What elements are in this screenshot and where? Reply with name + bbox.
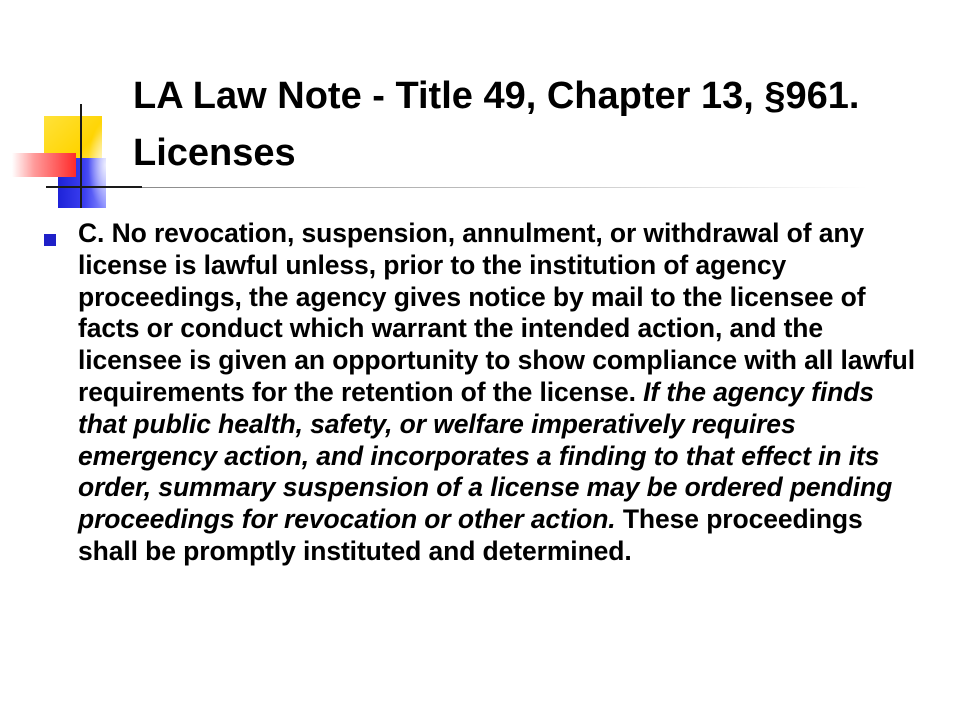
bullet-text-italic: If the agency finds that public health, safety, or welfare imperatively requires emergency action, and incorporates a finding to that effect in its order, summary suspension of a license may be ordered pending proceedings for revocation or other action. bbox=[78, 376, 893, 535]
title-underline bbox=[142, 187, 868, 188]
bullet-text-part-1: C. No revocation, suspension, annulment, or withdrawal of any license is lawful unless, prior to the institution of agency proceedings, the agency gives notice by mail to the licensee of facts or conduct which warrant the intended action, and the licensee is given an opportunity to show compliance with all lawful requirements for the retention of the license. bbox=[78, 218, 916, 407]
decor-glow bbox=[88, 120, 124, 210]
square-bullet-icon bbox=[44, 234, 56, 246]
bullet-text-part-2: These proceedings shall be promptly instituted and determined. bbox=[78, 504, 863, 566]
bullet-list bbox=[44, 218, 919, 568]
bullet-text bbox=[78, 218, 919, 568]
decor-horizontal-line bbox=[46, 186, 142, 188]
decor-red-bar bbox=[12, 153, 76, 177]
decor-vertical-line bbox=[80, 104, 82, 208]
slide-title-line-1: LA Law Note - Title 49, Chapter 13, §961. bbox=[133, 75, 860, 117]
slide-title-line-2: Licenses bbox=[133, 132, 296, 174]
slide-title bbox=[133, 68, 893, 182]
